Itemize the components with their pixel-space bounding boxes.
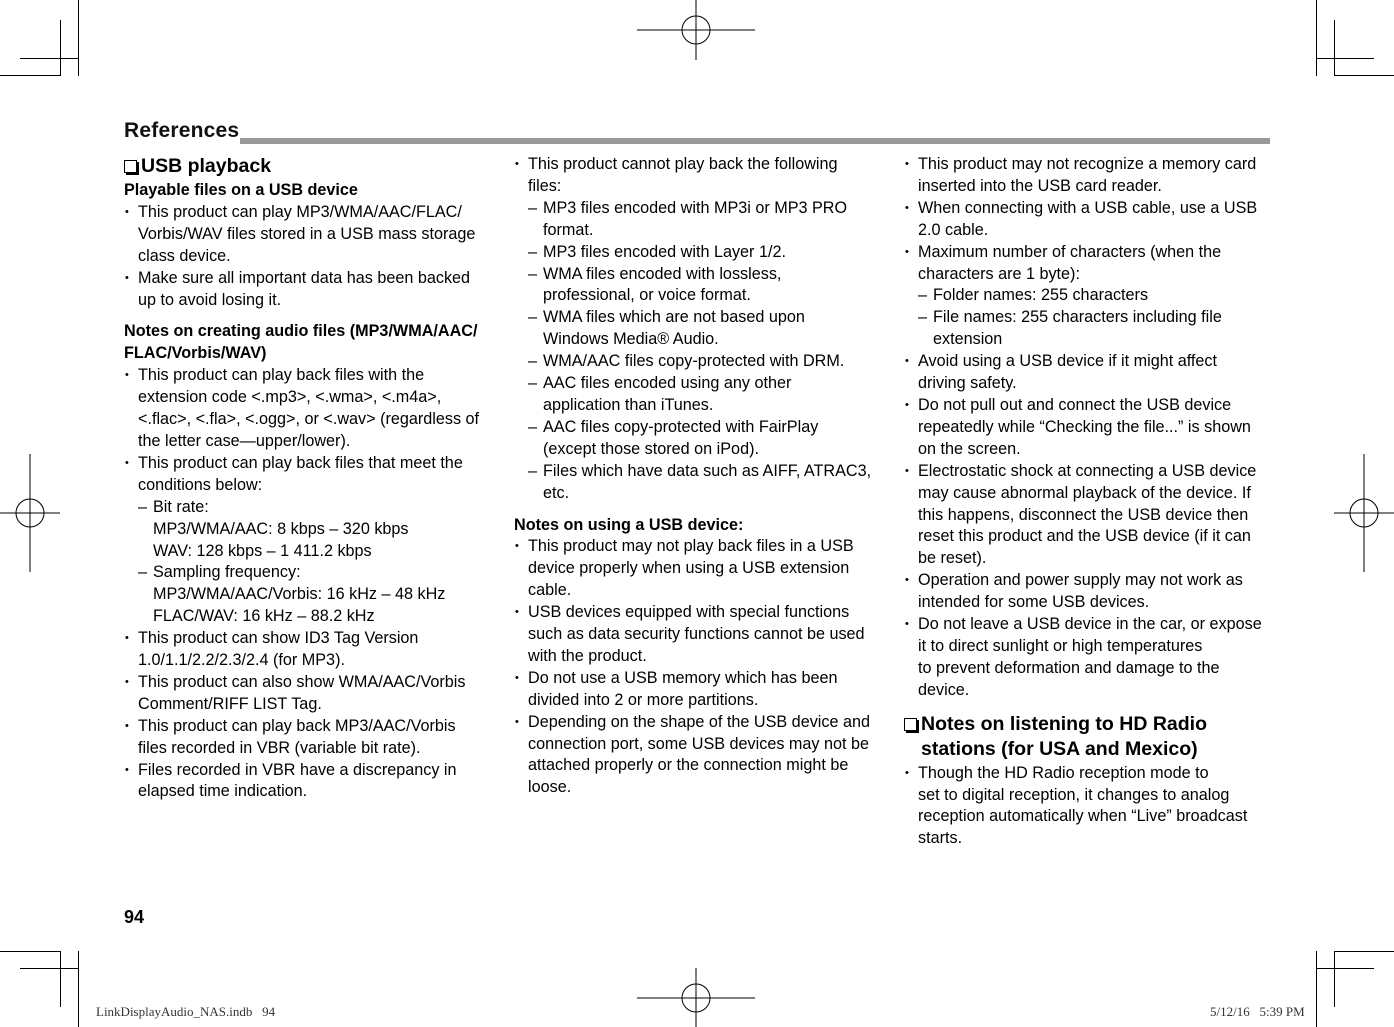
bullet-list — [514, 154, 880, 505]
crop-mark — [1334, 75, 1394, 76]
list-item: • Do not use a USB memory which has been divided into 2 or more partitions. — [514, 668, 880, 712]
registration-mark — [637, 968, 755, 1027]
list-item: • Though the HD Radio reception mode to set to digital reception, it changes to analog reception automatically when “Live” broadcast starts. — [904, 763, 1270, 851]
list-item: • This product can play back files that meet the conditions below: – Bit rate: MP3/WMA/AAC: 8 kbps – 320 kbps WAV: 128 kbps – 1 411.2 kbps – Sampling frequency: MP3/WMA/AAC/Vorbis: 16 kHz – 48 kHz FLAC/WAV: 16 kHz – 88.2 kHz — [124, 453, 490, 628]
crop-mark — [20, 58, 78, 59]
registration-mark — [0, 454, 60, 572]
list-item: – Folder names: 255 characters — [918, 285, 1270, 307]
list-item: – WMA files encoded with lossless, professional, or voice format. — [528, 264, 880, 308]
header-rule — [240, 138, 1270, 144]
dash-list — [528, 198, 880, 505]
registration-mark — [1334, 454, 1394, 572]
page-header-title: References — [124, 119, 240, 142]
list-item: • This product can play MP3/WMA/AAC/FLAC/ Vorbis/WAV files stored in a USB mass storage class device. — [124, 202, 490, 268]
checkbox-square-icon — [904, 718, 917, 731]
list-item: – File names: 255 characters including file extension — [918, 307, 1270, 351]
page-number: 94 — [124, 907, 145, 927]
list-item: • Do not leave a USB device in the car, or expose it to direct sunlight or high temperatures to prevent deformation and damage to the device. — [904, 614, 1270, 702]
registration-mark — [637, 0, 755, 60]
list-item: • This product can play back MP3/AAC/Vorbis files recorded in VBR (variable bit rate). — [124, 716, 490, 760]
crop-mark — [1316, 58, 1374, 59]
bullet-list — [124, 202, 490, 312]
list-item: – Bit rate: MP3/WMA/AAC: 8 kbps – 320 kbps WAV: 128 kbps – 1 411.2 kbps — [138, 497, 490, 563]
list-item: • This product may not play back files in a USB device properly when using a USB extension cable. — [514, 536, 880, 602]
crop-mark — [0, 75, 60, 76]
column-2 — [514, 154, 880, 799]
footer-timestamp: 5/12/16 5:39 PM — [1210, 1004, 1305, 1019]
crop-mark — [1316, 951, 1317, 1027]
section-title-hd-radio: Notes on listening to HD Radio stations (for USA and Mexico) — [904, 712, 1270, 762]
crop-mark — [78, 951, 79, 1027]
crop-mark — [1316, 0, 1317, 76]
column-1 — [124, 154, 490, 803]
subsection-title: Notes on creating audio files (MP3/WMA/AAC/ FLAC/Vorbis/WAV) — [124, 322, 478, 363]
list-item: • This product can show ID3 Tag Version 1.0/1.1/2.2/2.3/2.4 (for MP3). — [124, 628, 490, 672]
list-item: • When connecting with a USB cable, use a USB 2.0 cable. — [904, 198, 1270, 242]
list-item: – AAC files copy-protected with FairPlay (except those stored on iPod). — [528, 417, 880, 461]
list-item: • Maximum number of characters (when the characters are 1 byte): – Folder names: 255 characters – File names: 255 characters including file extension — [904, 242, 1270, 352]
list-item: • This product can also show WMA/AAC/Vorbis Comment/RIFF LIST Tag. — [124, 672, 490, 716]
list-item: • This product may not recognize a memory card inserted into the USB card reader. — [904, 154, 1270, 198]
crop-mark — [1316, 968, 1374, 969]
list-item: • This product can play back files with the extension code <.mp3>, <.wma>, <.m4a>, <.flac>, <.fla>, <.ogg>, or <.wav> (regardless of the letter case—upper/lower). — [124, 365, 490, 453]
list-item: • Make sure all important data has been backed up to avoid losing it. — [124, 268, 490, 312]
crop-mark — [78, 0, 79, 76]
list-item: – MP3 files encoded with Layer 1/2. — [528, 242, 880, 264]
section-title-usb-playback: USB playback — [124, 154, 490, 179]
list-item: – Files which have data such as AIFF, ATRAC3, etc. — [528, 461, 880, 505]
list-item: – WMA/AAC files copy-protected with DRM. — [528, 351, 880, 373]
list-item: – Sampling frequency: MP3/WMA/AAC/Vorbis: 16 kHz – 48 kHz FLAC/WAV: 16 kHz – 88.2 kHz — [138, 562, 490, 628]
list-item: • USB devices equipped with special functions such as data security functions cannot be used with the product. — [514, 602, 880, 668]
bullet-list — [904, 763, 1270, 851]
bullet-list — [124, 365, 490, 803]
list-item: • Avoid using a USB device if it might affect driving safety. — [904, 351, 1270, 395]
crop-mark — [1334, 951, 1335, 1007]
list-item: – AAC files encoded using any other application than iTunes. — [528, 373, 880, 417]
list-item: – WMA files which are not based upon Windows Media® Audio. — [528, 307, 880, 351]
bullet-list — [904, 154, 1270, 702]
list-item: • This product cannot play back the following files: – MP3 files encoded with MP3i or MP3 PRO format. – MP3 files encoded with Layer 1/2. – WMA files encoded with lossless, professional, or voice format. – WMA files which are not based upon Windows Media® Audio. – WMA/AAC files copy-protected with DRM. – AAC files encoded using any other application than iTunes. – AAC files copy-protected with FairPlay (except those stored on iPod). – Files which have data such as AIFF, ATRAC3, etc. — [514, 154, 880, 505]
list-item: • Files recorded in VBR have a discrepancy in elapsed time indication. — [124, 760, 490, 804]
crop-mark — [1334, 20, 1335, 76]
footer-file-label: LinkDisplayAudio_NAS.indb 94 — [96, 1004, 276, 1019]
list-item: • Do not pull out and connect the USB device repeatedly while “Checking the file...” is shown on the screen. — [904, 395, 1270, 461]
dash-list — [138, 497, 490, 628]
crop-mark — [0, 951, 60, 952]
bullet-list — [514, 536, 880, 799]
subsection-title: Playable files on a USB device — [124, 181, 358, 199]
crop-mark — [60, 951, 61, 1007]
crop-mark — [60, 20, 61, 76]
list-item: – MP3 files encoded with MP3i or MP3 PRO format. — [528, 198, 880, 242]
crop-mark — [1334, 951, 1394, 952]
subsection-title: Notes on using a USB device: — [514, 515, 744, 534]
list-item: • Depending on the shape of the USB device and connection port, some USB devices may not be attached properly or the connection might be loose. — [514, 712, 880, 800]
list-item: • Electrostatic shock at connecting a USB device may cause abnormal playback of the device. If this happens, disconnect the USB device then reset this product and the USB device (if it can be reset). — [904, 461, 1270, 571]
dash-list — [918, 285, 1270, 351]
list-item: • Operation and power supply may not work as intended for some USB devices. — [904, 570, 1270, 614]
checkbox-square-icon — [124, 160, 137, 173]
crop-mark — [20, 968, 78, 969]
column-3 — [904, 154, 1270, 850]
